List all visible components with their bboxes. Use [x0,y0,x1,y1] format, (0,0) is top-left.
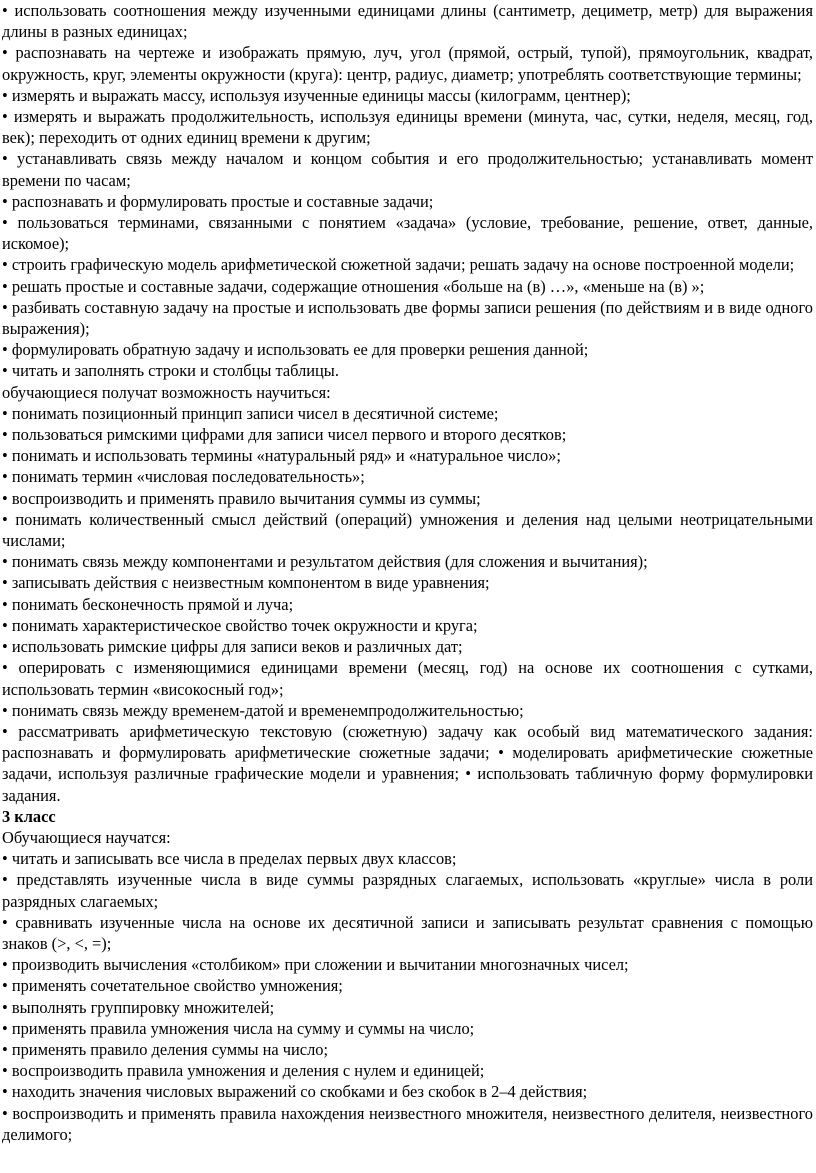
list-item: • читать и заполнять строки и столбцы таблицы. [2,361,339,381]
list-item: • записывать действия с неизвестным компонентом в виде уравнения; [2,573,490,593]
list-item: • применять правило деления суммы на число; [2,1039,328,1059]
list-item: • распознавать на чертеже и изображать прямую, луч, угол (прямой, острый, тупой), прямоугольник, квадрат, окружность, круг, элементы окружности (круга): центр, радиус, диаметр; употреблять соответствующие термины; [2,43,813,84]
list-item: • распознавать и формулировать простые и составные задачи; [2,191,434,211]
list-item: • разбивать составную задачу на простые и использовать две формы записи решения (по действиям и в виде одного выражения); [2,297,813,339]
list-item: • оперировать с изменяющимися единицами времени (месяц, год) на основе их соотношения с сутками, использовать термин «високосный год»; [2,658,813,699]
list-item: • выполнять группировку множителей; [2,997,275,1017]
section-subheading: обучающиеся получат возможность научиться: [2,382,331,402]
list-item: • решать простые и составные задачи, содержащие отношения «больше на (в) …», «меньше на (в) »; [2,276,705,296]
skills-list-grade2-advanced [2,403,813,806]
skills-list-grade3 [2,848,813,1145]
list-item: • понимать количественный смысл действий (операций) умножения и деления над целыми неотрицательными числами; [2,509,813,551]
list-item: • производить вычисления «столбиком» при сложении и вычитании многозначных чисел; [2,955,629,975]
skills-list-grade2-basic [2,0,813,382]
list-item: • понимать позиционный принцип записи чисел в десятичной системе; [2,403,499,423]
list-item: • формулировать обратную задачу и использовать ее для проверки решения данной; [2,340,589,360]
list-item: • устанавливать связь между началом и концом события и его продолжительностью; устанавливать момент времени по часам; [2,149,813,190]
list-item: • понимать связь между компонентами и результатом действия (для сложения и вычитания); [2,552,648,572]
list-item: • воспроизводить и применять правило вычитания суммы из суммы; [2,488,481,508]
list-item: • строить графическую модель арифметической сюжетной задачи; решать задачу на основе построенной модели; [2,255,795,275]
list-item: • читать и записывать все числа в пределах первых двух классов; [2,849,457,869]
list-item: • понимать бесконечность прямой и луча; [2,594,294,614]
learners-heading: Обучающиеся научатся: [2,827,171,847]
list-item: • измерять и выражать продолжительность, используя единицы времени (минута, час, сутки, неделя, месяц, год, век); переходить от одних единиц времени к другим; [2,107,813,148]
list-item: • сравнивать изученные числа на основе их десятичной записи и записывать результат сравнения с помощью знаков (>, <, =); [2,912,813,953]
list-item: • воспроизводить правила умножения и деления с нулем и единицей; [2,1061,485,1081]
grade-heading: 3 класс [2,806,56,826]
list-item: • рассматривать арифметическую текстовую (сюжетную) задачу как особый вид математического задания: распознавать и формулировать арифметические сюжетные задачи; • моделировать арифметические сюжетные задачи, используя различные графические модели и уравнения; • использовать табличную форму формулировки задания. [2,721,813,805]
list-item: • понимать характеристическое свойство точек окружности и круга; [2,615,478,635]
list-item: • находить значения числовых выражений со скобками и без скобок в 2–4 действия; [2,1082,588,1102]
list-item: • воспроизводить и применять правила нахождения неизвестного множителя, неизвестного делителя, неизвестного делимого; [2,1103,813,1144]
list-item: • измерять и выражать массу, используя изученные единицы массы (килограмм, центнер); [2,85,631,105]
list-item: • понимать термин «числовая последовательность»; [2,467,365,487]
list-item: • понимать связь между временем-датой и временемпродолжительностью; [2,700,524,720]
list-item: • представлять изученные числа в виде суммы разрядных слагаемых, использовать «круглые» числа в роли разрядных слагаемых; [2,870,813,911]
list-item: • пользоваться римскими цифрами для записи чисел первого и второго десятков; [2,425,567,445]
list-item: • понимать и использовать термины «натуральный ряд» и «натуральное число»; [2,446,561,466]
list-item: • пользоваться терминами, связанными с понятием «задача» (условие, требование, решение, ответ, данные, искомое); [2,213,813,254]
list-item: • использовать римские цифры для записи веков и различных дат; [2,637,463,657]
list-item: • применять правила умножения числа на сумму и суммы на число; [2,1018,475,1038]
list-item: • использовать соотношения между изученными единицами длины (сантиметр, дециметр, метр) для выражения длины в разных единицах; [2,1,813,42]
list-item: • применять сочетательное свойство умножения; [2,976,343,996]
